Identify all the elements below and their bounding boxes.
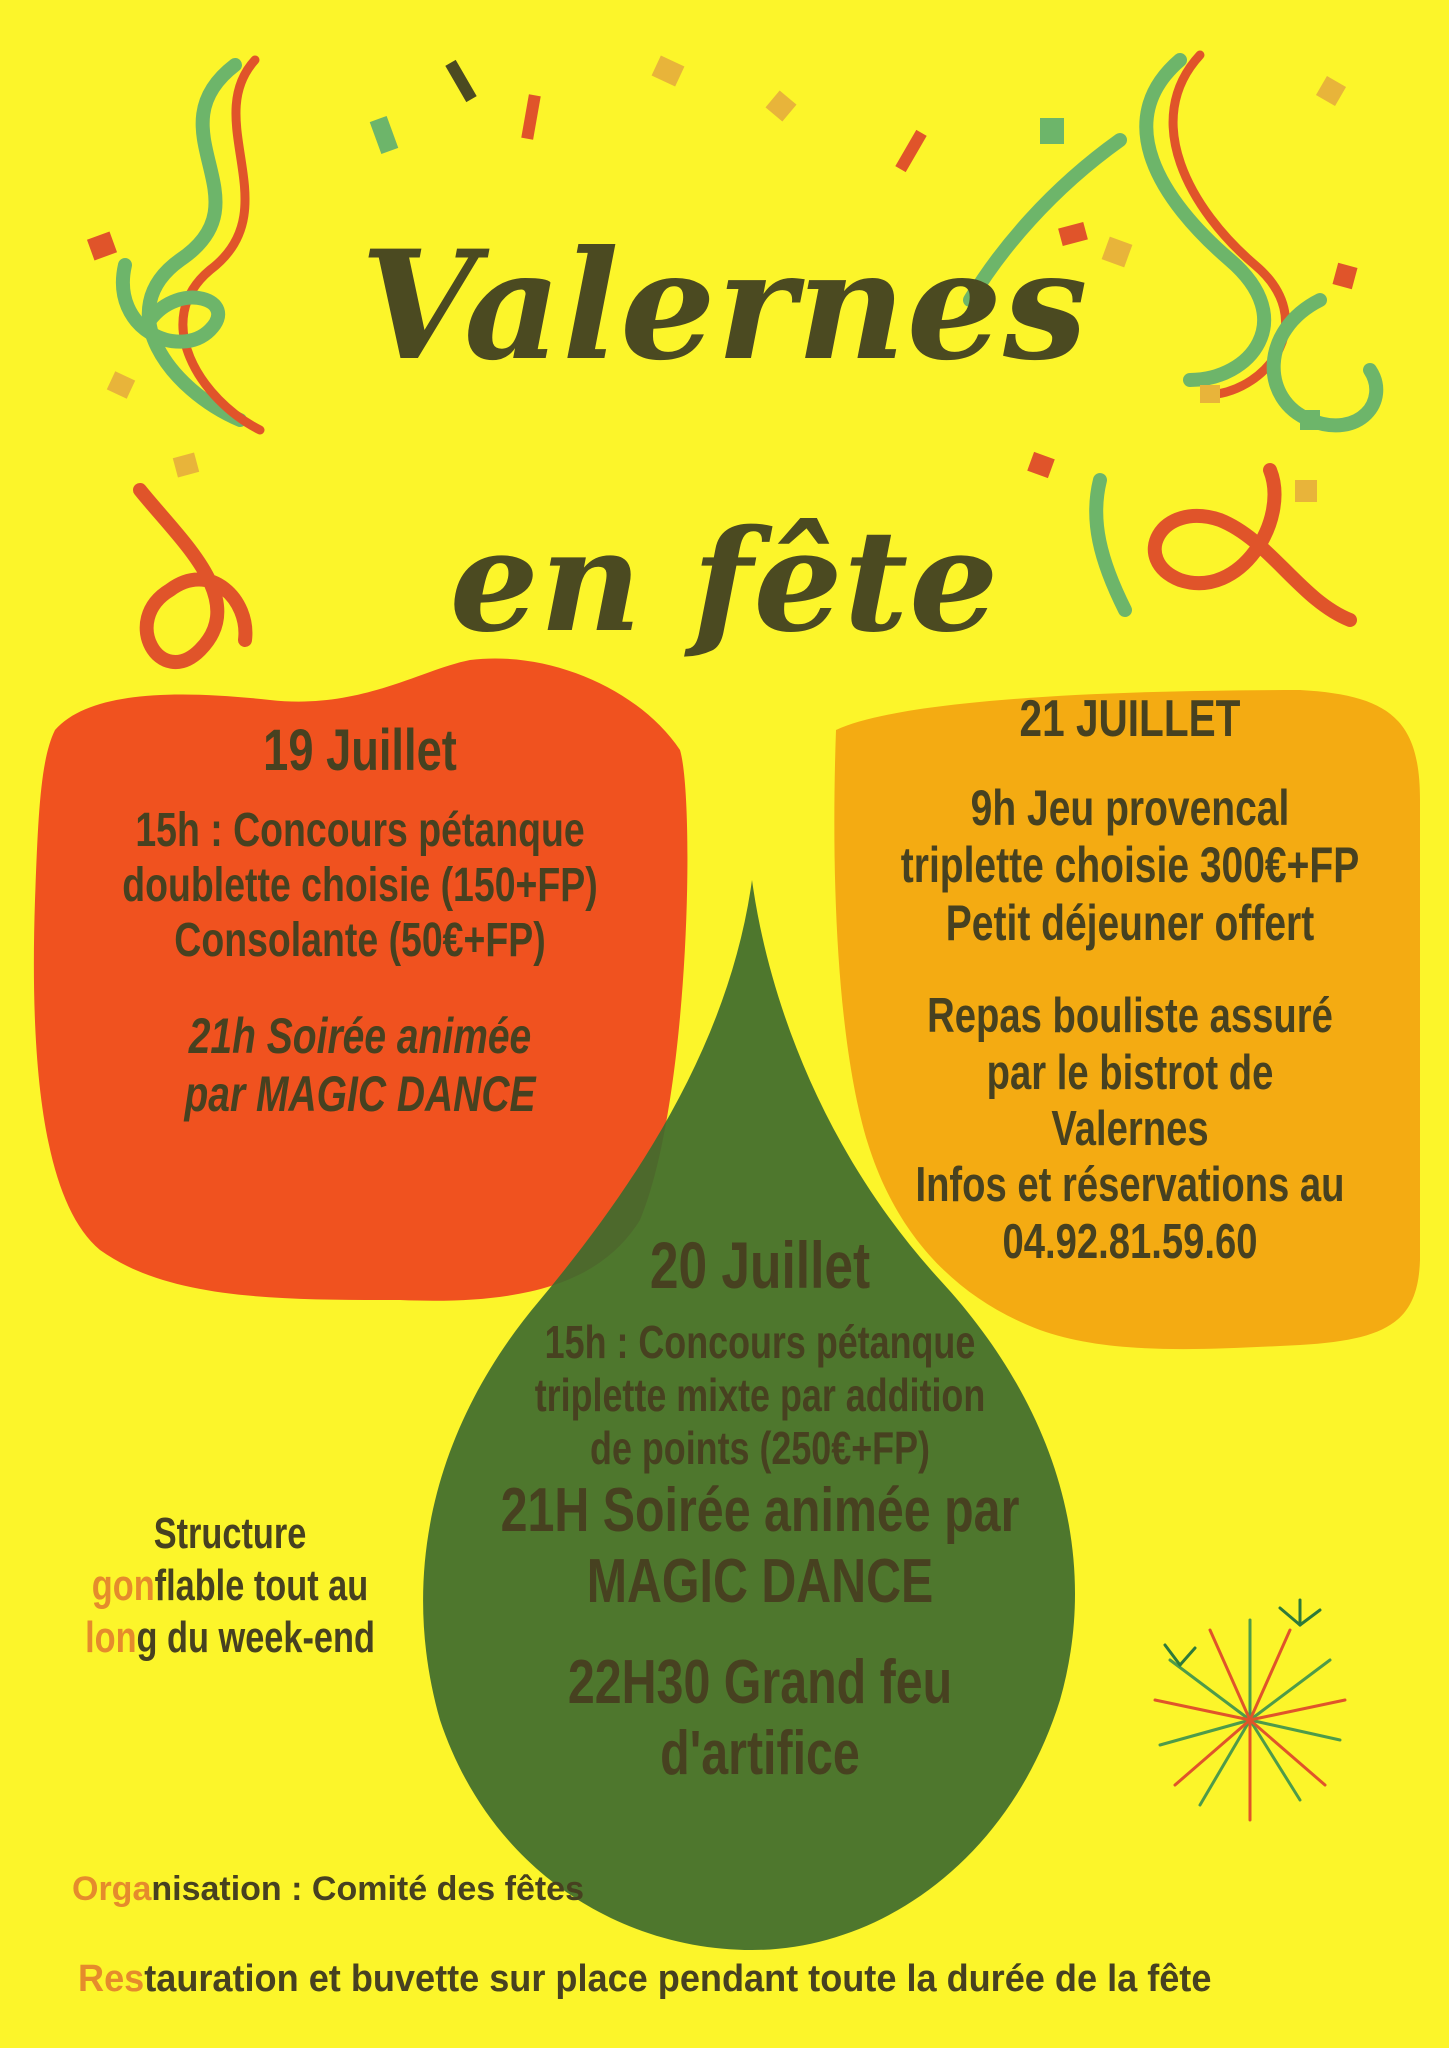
- day2-line3: de points (250€+FP): [590, 1421, 930, 1474]
- inflatable-line3: [82, 1612, 378, 1664]
- day3-repas1: Repas bouliste assuré: [927, 989, 1333, 1044]
- day1-evening2: par MAGIC DANCE: [184, 1065, 536, 1122]
- organisation-accent: Orga: [72, 1870, 152, 1908]
- day3-line3: Petit déjeuner offert: [945, 894, 1315, 951]
- day1-line1: 15h : Concours pétanque: [135, 803, 585, 857]
- day2-evening1: 21H Soirée animée par: [500, 1475, 1020, 1545]
- inflatable-line3-rest: g du week-end: [136, 1612, 375, 1662]
- day3-line2: triplette choisie 300€+FP: [900, 837, 1360, 894]
- day1-line2: doublette choisie (150+FP): [122, 858, 598, 912]
- day3-repas2: par le bistrot de: [986, 1045, 1274, 1100]
- restauration-accent: Res: [78, 1958, 145, 2000]
- day1-date: 19 Juillet: [263, 718, 457, 783]
- day2-block: [495, 1228, 1025, 1790]
- inflatable-line2-accent: gon: [91, 1560, 155, 1610]
- inflatable-line1: Structure: [153, 1509, 307, 1558]
- restauration-rest: tauration et buvette sur place pendant toute la durée de la fête: [144, 1958, 1212, 2000]
- organisation-line: [72, 1870, 584, 1909]
- day3-info: Infos et réservations au: [915, 1158, 1345, 1213]
- inflatable-line2-rest: flable tout au: [154, 1560, 369, 1610]
- day2-fireworks1: 22H30 Grand feu: [567, 1648, 953, 1718]
- day2-line2: triplette mixte par addition: [534, 1368, 986, 1421]
- day1-evening1: 21h Soirée animée: [188, 1008, 532, 1065]
- day3-block: [888, 690, 1372, 1270]
- inflatable-line2: [82, 1560, 378, 1612]
- restauration-line: [78, 1958, 1211, 2001]
- day2-date: 20 Juillet: [649, 1228, 871, 1302]
- day3-repas3: Valernes: [1051, 1101, 1209, 1156]
- day2-evening2: MAGIC DANCE: [586, 1546, 934, 1616]
- inflatable-line3-accent: lon: [85, 1612, 137, 1662]
- organisation-rest: nisation : Comité des fêtes: [151, 1870, 584, 1908]
- day2-line1: 15h : Concours pétanque: [544, 1315, 976, 1368]
- title-line-2: en fête: [449, 500, 1000, 664]
- title-line-1: Valernes: [360, 218, 1089, 394]
- fireworks-illustration: [1155, 1600, 1345, 1820]
- inflatable-note: [82, 1508, 378, 1664]
- day1-line3: Consolante (50€+FP): [174, 914, 546, 968]
- day3-date: 21 JUILLET: [1019, 690, 1241, 748]
- day3-line1: 9h Jeu provencal: [970, 779, 1290, 836]
- day2-fireworks2: d'artifice: [660, 1719, 860, 1789]
- day1-block: [110, 718, 609, 1123]
- day3-phone: 04.92.81.59.60: [1002, 1214, 1258, 1269]
